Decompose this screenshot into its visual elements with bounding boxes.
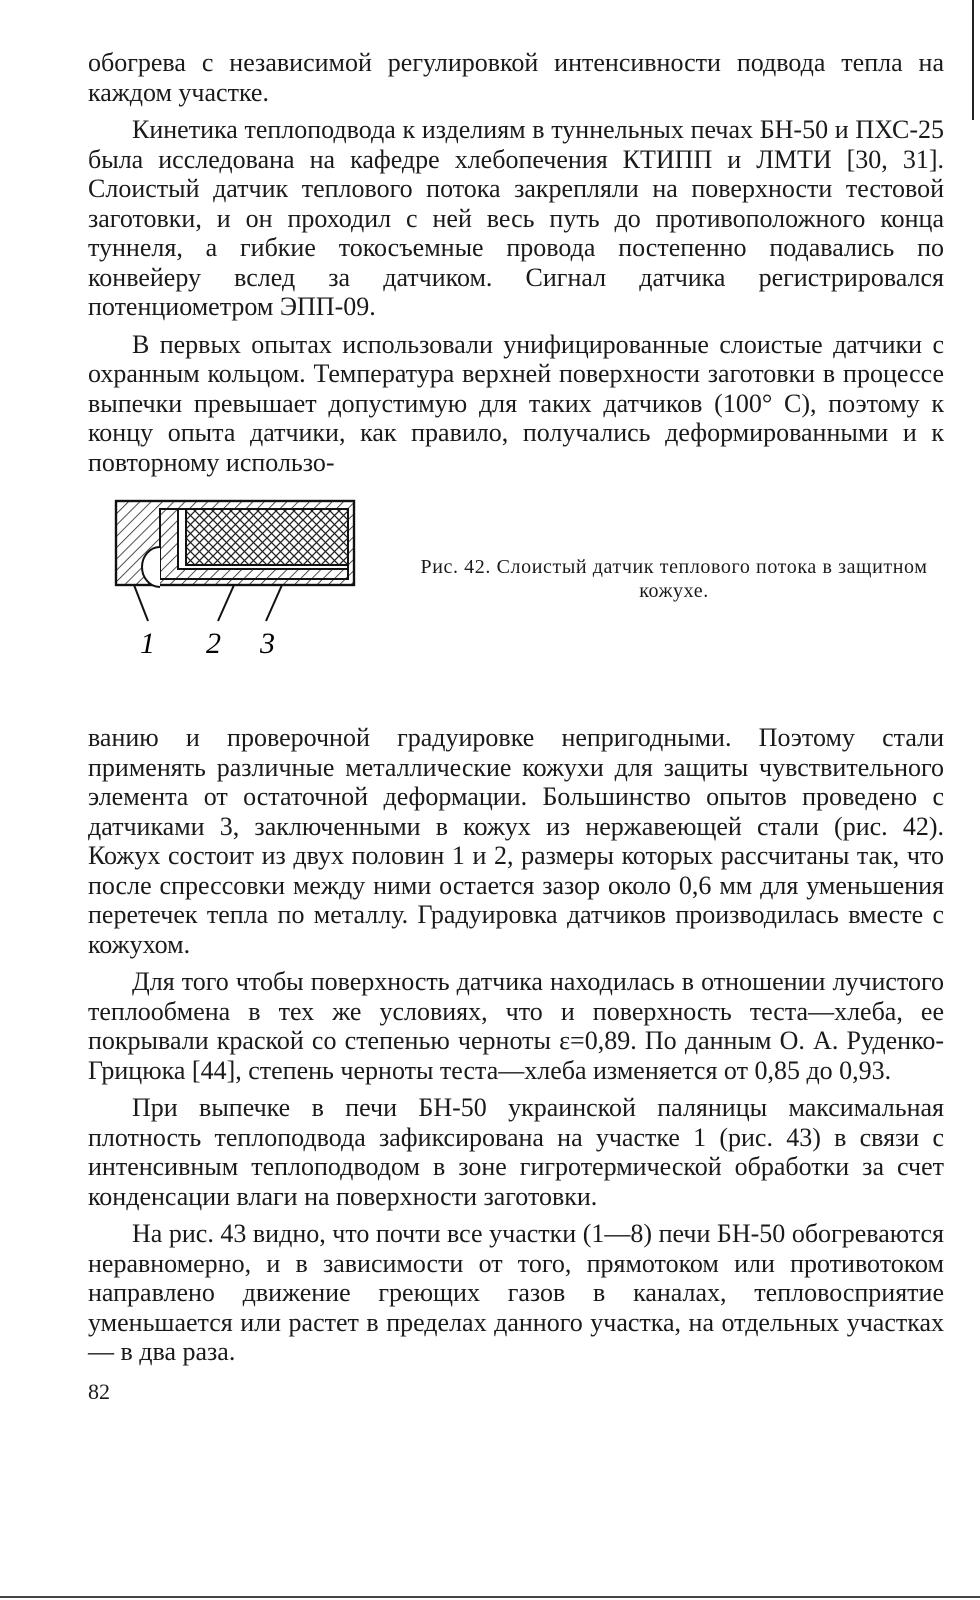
paragraph-5: Для того чтобы поверхность датчика находилась в отношении лучистого теплообмена в тех же условиях, что и поверхность теста—хлеба, ее покрывали краской со степенью черноты ε=0,89. По данным О. А. Руденко-Грицюка [44], степень черноты теста—хлеба изменяется от 0,85 до 0,93. <box>88 967 944 1085</box>
paragraph-7: На рис. 43 видно, что почти все участки (1—8) печи БН-50 обогреваются неравномерно, и в зависимости от того, прямотоком или противотоком направлено движение греющих газов в каналах, тепловосприятие уменьшается или растет в пределах данного участка, на отдельных участках — в два раза. <box>88 1219 944 1366</box>
sensor-element <box>186 509 348 565</box>
page-bottom-edge <box>0 1596 980 1598</box>
paragraph-2: Кинетика теплоподвода к изделиям в туннельных печах БН-50 и ПХС-25 была исследована на кафедре хлебопечения КТИПП и ЛМТИ [30, 31]. Слоистый датчик теплового потока закрепляли на поверхности тестовой заготовки, и он проходил с ней весь путь до противоположного конца туннеля, а гибкие токосъемные провода постепенно подавались по конвейеру вслед за датчиком. Сигнал датчика регистрировался потенциометром ЭПП-09. <box>88 115 944 321</box>
label-2: 2 <box>206 627 221 660</box>
label-1: 1 <box>140 627 155 660</box>
sensor-diagram <box>114 493 364 673</box>
figure-caption: Рис. 42. Слоистый датчик теплового потока в защитном кожухе. <box>420 556 928 602</box>
paragraph-3: В первых опытах использовали унифицированные слоистые датчики с охранным кольцом. Температура верхней поверхности заготовки в процессе выпечки превышает допустимую для таких датчиков (100° С), поэтому к концу опыта датчики, как правило, получались деформированными и к повторному использо- <box>88 329 944 477</box>
label-3: 3 <box>260 627 275 660</box>
page-number: 82 <box>88 1378 110 1404</box>
page-edge-line <box>972 0 974 120</box>
figure-42 <box>88 489 944 721</box>
paragraph-6: При выпечке в печи БН-50 украинской паляницы максимальная плотность теплоподвода зафиксирована на участке 1 (рис. 43) в связи с интенсивным теплоподводом в зоне гигротермической обработки за счет конденсации влаги на поверхности заготовки. <box>88 1093 944 1211</box>
paragraph-4: ванию и проверочной градуировке непригодными. Поэтому стали применять различные металлические кожухи для защиты чувствительного элемента от остаточной деформации. Большинство опытов проведено с датчиками 3, заключенными в кожух из нержавеющей стали (рис. 42). Кожух состоит из двух половин 1 и 2, размеры которых рассчитаны так, что после спрессовки между ними остается зазор около 0,6 мм для уменьшения перетечек тепла по металлу. Градуировка датчиков производилась вместе с кожухом. <box>88 723 944 959</box>
page-body <box>88 48 944 1405</box>
paragraph-1: обогрева с независимой регулировкой интенсивности подвода тепла на каждом участке. <box>88 48 944 107</box>
